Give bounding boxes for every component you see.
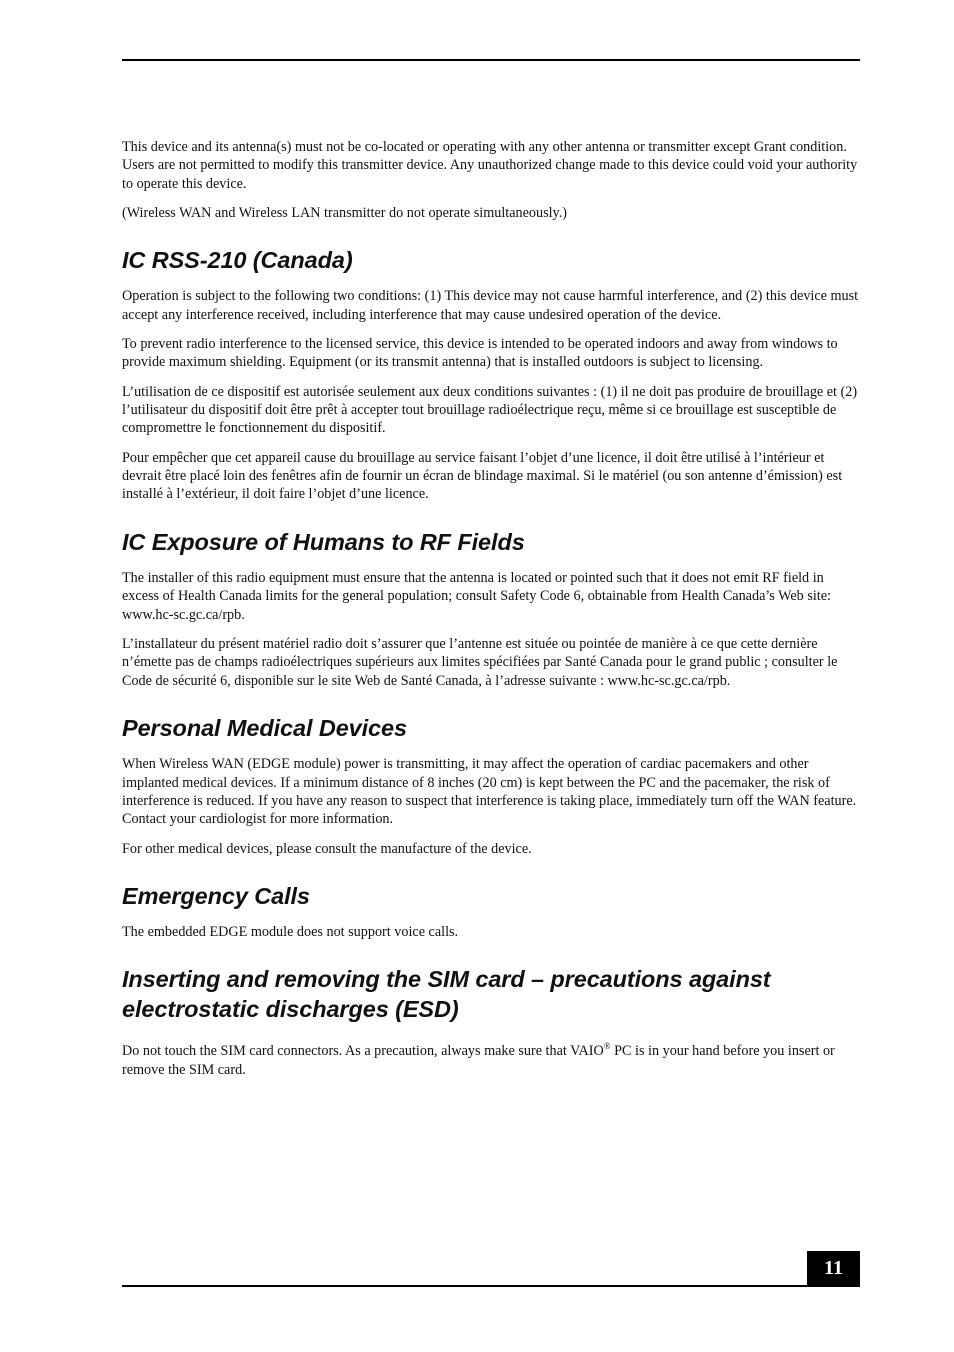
- page-number: 11: [807, 1251, 860, 1286]
- registered-mark: ®: [603, 1041, 611, 1052]
- intro-paragraph-2: (Wireless WAN and Wireless LAN transmitter do not operate simultaneously.): [122, 205, 567, 222]
- heading-ic-rss-210: IC RSS-210 (Canada): [122, 247, 353, 274]
- footer-rule: [122, 1285, 860, 1287]
- ic-rss-paragraph-3: L’utilisation de ce dispositif est autorisée seulement aux deux conditions suivantes : (1) il ne doit pas produire de brouillage et (2) l’utilisateur du dispositif doit être prêt à accepter tout brouillage radioélectrique reçu, même si ce brouillage est susceptible de compromettre le fonctionnement du dispositif.: [122, 383, 858, 437]
- sim-text-after: PC is in your hand before you insert or remove the SIM card.: [122, 1043, 835, 1078]
- ic-exposure-paragraph-1: The installer of this radio equipment must ensure that the antenna is located or pointed such that it does not emit RF field in excess of Health Canada limits for the general population; consult Safety Code 6, obtainable from Health Canada’s Web site: www.hc-sc.gc.ca/rpb.: [122, 569, 831, 623]
- heading-ic-exposure: IC Exposure of Humans to RF Fields: [122, 528, 525, 555]
- ic-rss-paragraph-2: To prevent radio interference to the licensed service, this device is intended to be operated indoors and away from windows to provide maximum shielding. Equipment (or its transmit antenna) that is installed outdoors is subject to licensing.: [122, 336, 838, 371]
- medical-paragraph-2: For other medical devices, please consult the manufacture of the device.: [122, 840, 532, 857]
- heading-emergency-calls: Emergency Calls: [122, 882, 310, 909]
- intro-paragraph-1: This device and its antenna(s) must not be co-located or operating with any other antenna or transmitter except Grant condition. Users are not permitted to modify this transmitter device. Any unauthorized change made to this device could void your authority to operate this device.: [122, 139, 858, 192]
- page-content: [122, 138, 860, 1090]
- header-rule: [122, 59, 860, 61]
- sim-paragraph-1: [122, 1042, 860, 1079]
- ic-rss-paragraph-1: Operation is subject to the following two conditions: (1) This device may not cause harmful interference, and (2) this device must accept any interference received, including interference that may cause undesired operation of the device.: [122, 288, 859, 323]
- ic-rss-paragraph-4: Pour empêcher que cet appareil cause du brouillage au service faisant l’objet d’une licence, il doit être utilisé à l’intérieur et devrait être placé loin des fenêtres afin de fournir un écran de blindage maximal. Si le matériel (ou son antenne d’émission) est installé à l’extérieur, il doit faire l’objet d’une licence.: [122, 449, 843, 503]
- medical-paragraph-1: When Wireless WAN (EDGE module) power is transmitting, it may affect the operation of cardiac pacemakers and other implanted medical devices. If a minimum distance of 8 inches (20 cm) is kept between the PC and the pacemaker, the risk of interference is reduced. If you have any reason to suspect that interference is taking place, immediately turn off the WAN feature. Contact your cardiologist for more information.: [122, 756, 857, 828]
- emergency-paragraph-1: The embedded EDGE module does not support voice calls.: [122, 923, 459, 940]
- sim-text-before: Do not touch the SIM card connectors. As a precaution, always make sure that VAIO: [122, 1043, 604, 1060]
- heading-personal-medical-devices: Personal Medical Devices: [122, 715, 407, 742]
- ic-exposure-paragraph-2: L’installateur du présent matériel radio doit s’assurer que l’antenne est située ou pointée de manière à ce que cette dernière n’émette pas de champs radioélectriques supérieurs aux limites spécifiées par Santé Canada pour le grand public ; consulter le Code de sécurité 6, disponible sur le site Web de Santé Canada, à l’adresse suivante : www.hc-sc.gc.ca/rpb.: [122, 635, 838, 689]
- heading-sim-card-esd: Inserting and removing the SIM card – precautions against electrostatic discharges (ESD): [122, 966, 771, 1023]
